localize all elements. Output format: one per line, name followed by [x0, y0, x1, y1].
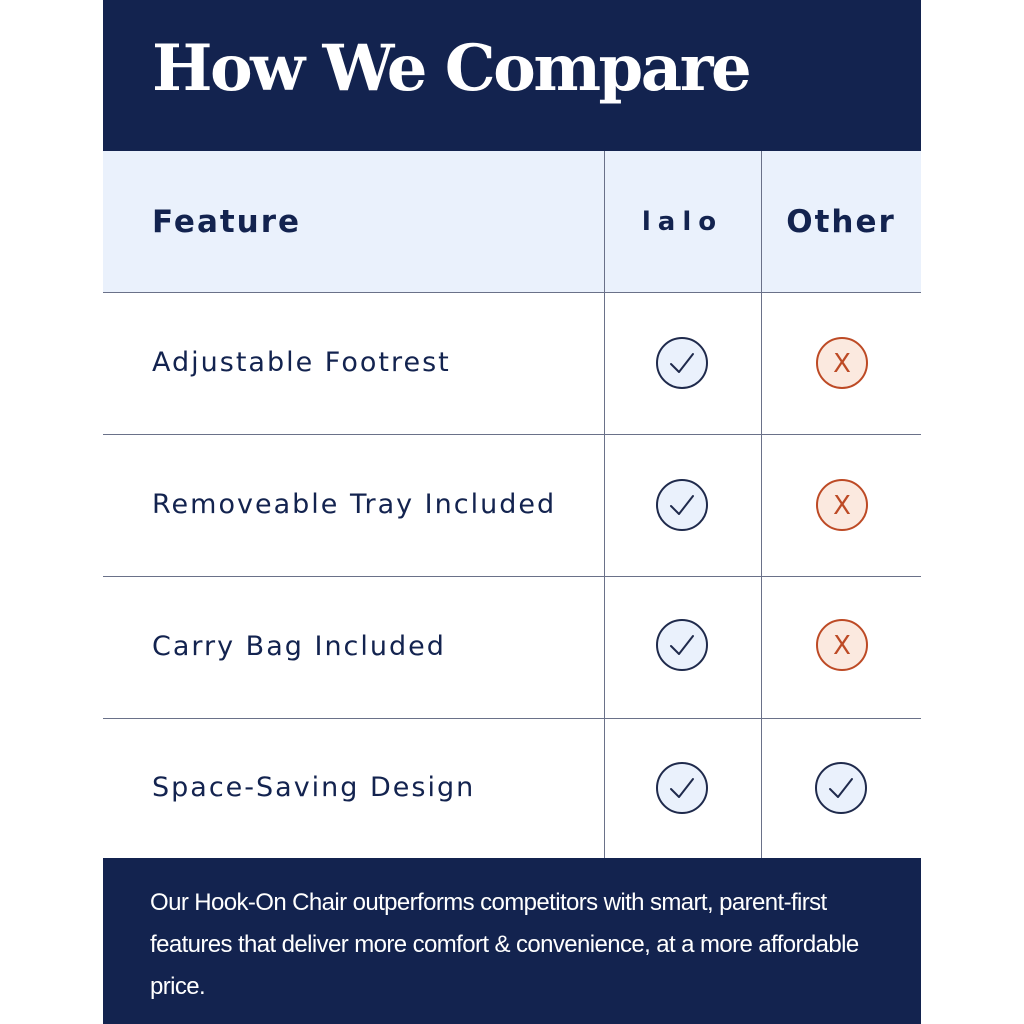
- check-icon: [656, 762, 708, 814]
- table-header-row: [103, 151, 921, 293]
- table-row: [103, 435, 921, 577]
- feature-label: Carry Bag Included: [152, 631, 446, 662]
- cross-icon: [816, 337, 868, 389]
- check-icon: [656, 479, 708, 531]
- column-header-other: Other: [786, 204, 896, 240]
- title-banner: [103, 0, 921, 151]
- footer-description: Our Hook-On Chair outperforms competitors with smart, parent-first features that deliver more comfort & convenience, at a more affordable price.: [150, 889, 859, 1000]
- table-row: [103, 577, 921, 719]
- column-header-brand-logo: lalo: [641, 207, 724, 237]
- comparison-card: [103, 0, 921, 1024]
- svg-text:X: X: [833, 491, 851, 521]
- column-divider: [604, 151, 605, 858]
- feature-label: Space-Saving Design: [152, 772, 476, 803]
- feature-label: Adjustable Footrest: [152, 347, 451, 378]
- check-icon: [815, 762, 867, 814]
- feature-label: Removeable Tray Included: [152, 489, 557, 520]
- cross-icon: [816, 619, 868, 671]
- svg-text:X: X: [833, 349, 851, 379]
- svg-text:X: X: [833, 631, 851, 661]
- page-title: How We Compare: [152, 31, 750, 106]
- cross-icon: [816, 479, 868, 531]
- table-row: [103, 718, 921, 860]
- check-icon: [656, 337, 708, 389]
- column-header-feature: Feature: [152, 204, 302, 240]
- column-divider: [761, 151, 762, 858]
- footer-banner: [103, 858, 921, 1024]
- table-row: [103, 293, 921, 435]
- check-icon: [656, 619, 708, 671]
